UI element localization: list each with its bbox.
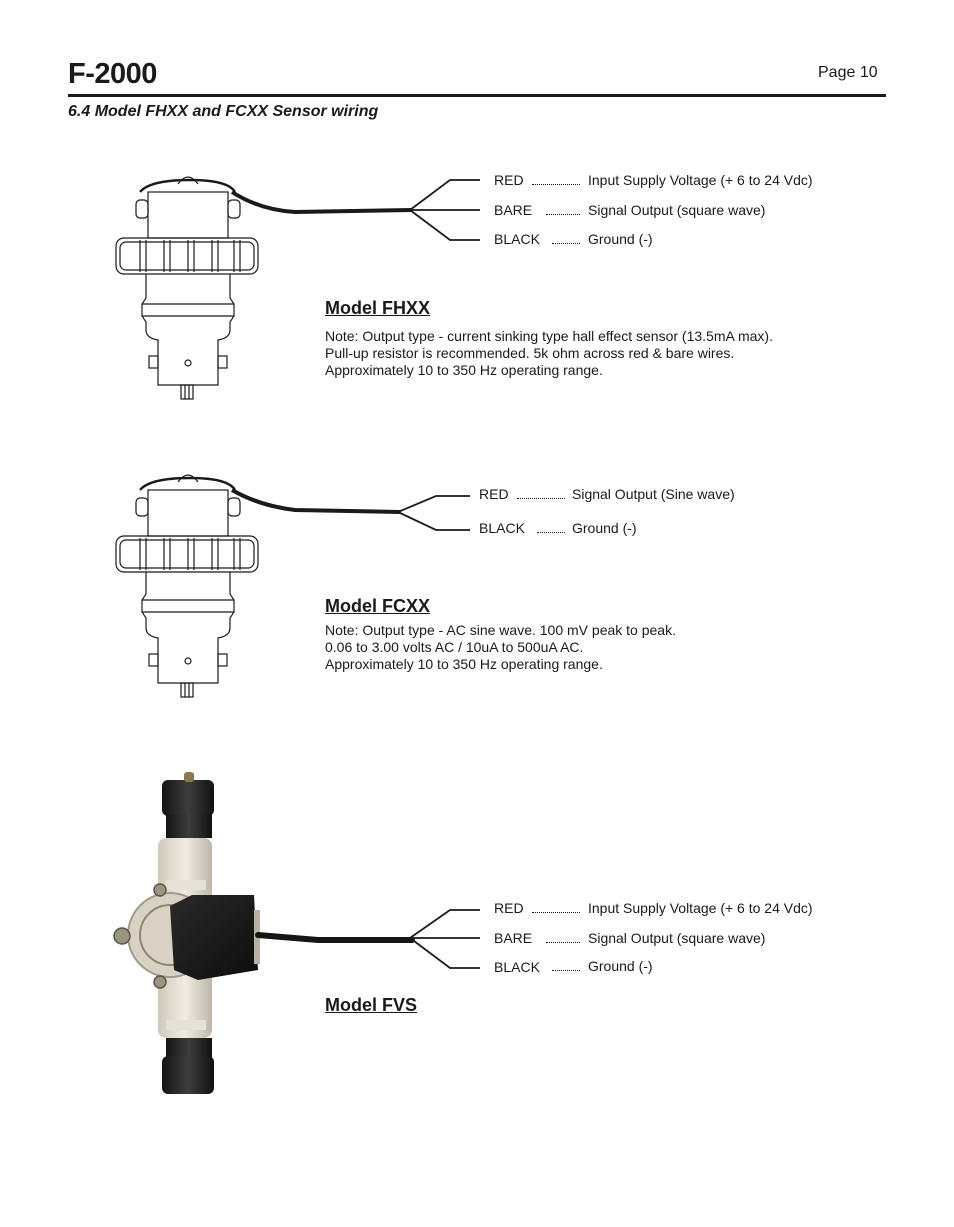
fhxx-note-line: Approximately 10 to 350 Hz operating range. bbox=[325, 362, 603, 378]
fhxx-model-title: Model FHXX bbox=[325, 298, 431, 318]
fhxx-note-line: Pull-up resistor is recommended. 5k ohm across red & bare wires. bbox=[325, 345, 735, 361]
fcxx-note bbox=[325, 622, 676, 673]
fcxx-wire-black-label: BLACK bbox=[479, 520, 525, 536]
fhxx-wire-red-label: RED bbox=[494, 172, 524, 188]
fhxx-wire-bare-label: BARE bbox=[494, 202, 533, 218]
header-rule bbox=[68, 94, 886, 97]
fhxx-wire-black-function: Ground (-) bbox=[588, 231, 653, 247]
fvs-wire-red-label: RED bbox=[494, 900, 524, 916]
fcxx-wire-black-function: Ground (-) bbox=[572, 520, 637, 536]
fhxx-wire-red-function: Input Supply Voltage (+ 6 to 24 Vdc) bbox=[588, 172, 813, 188]
section-heading: 6.4 Model FHXX and FCXX Sensor wiring bbox=[68, 103, 379, 120]
fcxx-red-leader bbox=[517, 498, 565, 499]
fhxx-note bbox=[325, 328, 773, 379]
fvs-wire-bare-label: BARE bbox=[494, 930, 533, 946]
fhxx-note-line: Note: Output type - current sinking type hall effect sensor (13.5mA max). bbox=[325, 328, 773, 344]
fcxx-wire-red-label: RED bbox=[479, 486, 509, 502]
page-number: Page 10 bbox=[818, 64, 878, 81]
fvs-wire-black-label: BLACK bbox=[494, 959, 540, 975]
fcxx-wire-red-function: Signal Output (Sine wave) bbox=[572, 486, 735, 502]
fvs-wire-black-function: Ground (-) bbox=[588, 958, 653, 974]
fvs-model-title: Model FVS bbox=[325, 995, 418, 1015]
fvs-wire-bare-function: Signal Output (square wave) bbox=[588, 930, 766, 946]
fvs-sensor-photo bbox=[108, 770, 420, 1100]
fhxx-red-leader bbox=[532, 184, 580, 185]
fvs-bare-leader bbox=[546, 942, 580, 943]
document-title: F-2000 bbox=[68, 58, 157, 90]
fcxx-note-line: Approximately 10 to 350 Hz operating range. bbox=[325, 656, 603, 672]
fcxx-note-line: Note: Output type - AC sine wave. 100 mV peak to peak. bbox=[325, 622, 676, 638]
fhxx-wire-black-label: BLACK bbox=[494, 231, 540, 247]
fhxx-black-leader bbox=[552, 243, 580, 244]
fcxx-note-line: 0.06 to 3.00 volts AC / 10uA to 500uA AC. bbox=[325, 639, 584, 655]
fhxx-bare-leader bbox=[546, 214, 580, 215]
fvs-red-leader bbox=[532, 912, 580, 913]
fcxx-model-title: Model FCXX bbox=[325, 596, 431, 616]
fhxx-wire-bare-function: Signal Output (square wave) bbox=[588, 202, 766, 218]
fcxx-black-leader bbox=[537, 532, 565, 533]
fvs-wire-red-function: Input Supply Voltage (+ 6 to 24 Vdc) bbox=[588, 900, 813, 916]
fvs-black-leader bbox=[552, 970, 580, 971]
